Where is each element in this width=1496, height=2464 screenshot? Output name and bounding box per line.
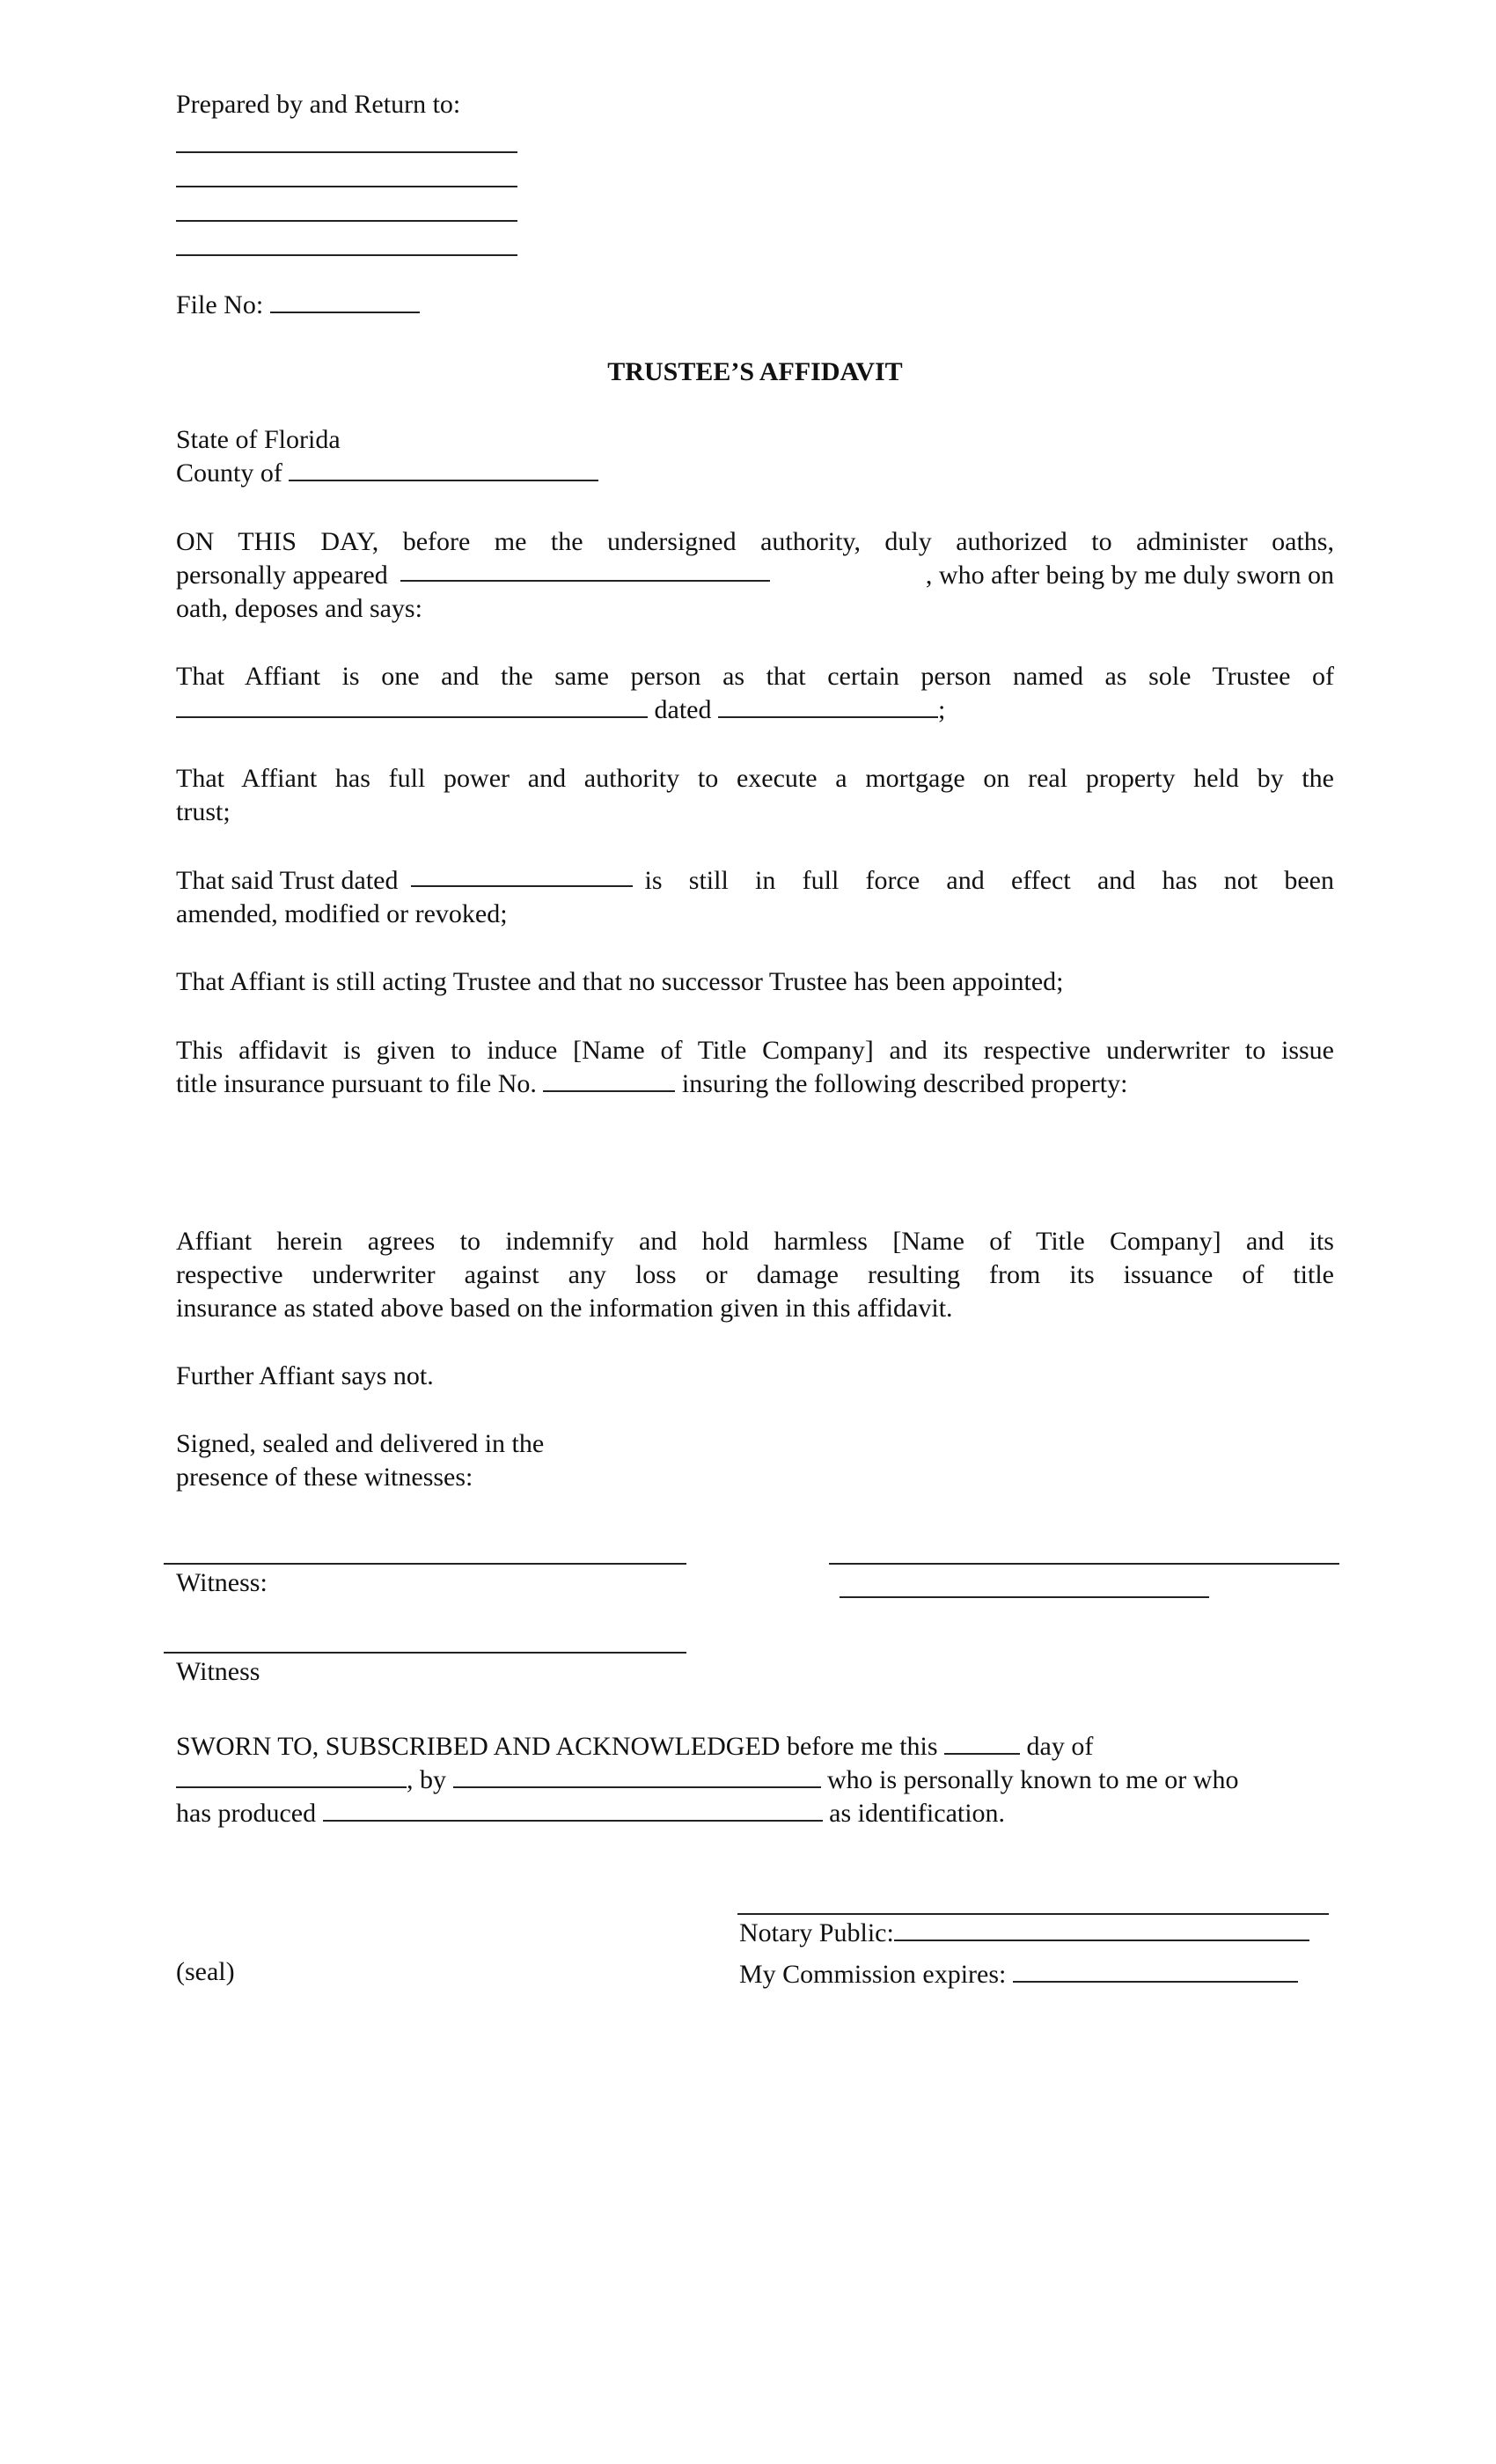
trust-name-blank[interactable] xyxy=(176,695,648,718)
county-blank[interactable] xyxy=(289,458,598,481)
file-no-row xyxy=(176,289,420,322)
notary-public-label: Notary Public: xyxy=(739,1918,894,1947)
return-address-line-1[interactable] xyxy=(176,151,517,153)
para-1-line-3: oath, deposes and says: xyxy=(176,594,422,623)
para-7-line-2: respective underwriter against any loss or damage resulting from its issuance of title xyxy=(176,1260,1334,1289)
para-1-line-2 xyxy=(176,559,1334,592)
witness-intro-line-2: presence of these witnesses: xyxy=(176,1463,473,1492)
witness-2-signature-line[interactable] xyxy=(164,1652,686,1654)
jurat-line-3 xyxy=(176,1797,1005,1830)
para-4-line-2: amended, modified or revoked; xyxy=(176,899,508,928)
para-5: That Affiant is still acting Trustee and that no successor Trustee has been appointed; xyxy=(176,967,1064,996)
trust-dated-label: That said Trust dated xyxy=(176,866,399,895)
affiant-signature-line[interactable] xyxy=(829,1563,1339,1565)
title-file-no-blank[interactable] xyxy=(543,1069,675,1092)
dated-label: dated xyxy=(654,695,712,724)
file-no-label: File No: xyxy=(176,290,264,319)
identification-blank[interactable] xyxy=(323,1799,823,1822)
para-6-line-1: This affidavit is given to induce [Name of Title Company] and its respective underwriter to issue xyxy=(176,1036,1334,1065)
return-address-line-3[interactable] xyxy=(176,220,517,222)
trust-dated-blank[interactable] xyxy=(411,864,633,887)
insuring-text: insuring the following described property: xyxy=(681,1069,1128,1098)
personally-appeared-label: personally appeared xyxy=(176,561,388,590)
return-address-line-4[interactable] xyxy=(176,254,517,256)
para-7-line-3: insurance as stated above based on the information given in this affidavit. xyxy=(176,1294,953,1323)
jurat-month-year-blank[interactable] xyxy=(176,1765,407,1788)
commission-expires-label: My Commission expires: xyxy=(739,1960,1007,1989)
trust-date-blank[interactable] xyxy=(718,695,938,718)
affiant-name-blank[interactable] xyxy=(400,559,770,582)
document-title: TRUSTEE’S AFFIDAVIT xyxy=(607,357,903,386)
jurat-day-blank[interactable] xyxy=(944,1732,1020,1755)
sworn-text: , who after being by me duly sworn on xyxy=(925,561,1334,590)
sworn-subscribed-text: SWORN TO, SUBSCRIBED AND ACKNOWLEDGED before me this xyxy=(176,1732,938,1761)
witness-1-signature-line[interactable] xyxy=(164,1563,686,1565)
by-text: , by xyxy=(407,1765,446,1794)
file-no-text: title insurance pursuant to file No. xyxy=(176,1069,537,1098)
as-identification-text: as identification. xyxy=(829,1799,1006,1828)
witness-2-label: Witness xyxy=(176,1657,260,1686)
jurat-line-2 xyxy=(176,1764,1238,1797)
commission-row xyxy=(739,1958,1298,1991)
county-label: County of xyxy=(176,458,282,488)
has-produced-text: has produced xyxy=(176,1799,317,1828)
county-row xyxy=(176,457,598,490)
witness-1-label: Witness: xyxy=(176,1568,268,1597)
para-6-line-2 xyxy=(176,1067,1127,1101)
witness-intro-line-1: Signed, sealed and delivered in the xyxy=(176,1429,545,1458)
notary-signature-line[interactable] xyxy=(737,1913,1329,1915)
para-4-line-1 xyxy=(176,864,1334,898)
para-3-line-2: trust; xyxy=(176,797,231,826)
full-force-text: is still in full force and effect and has not been xyxy=(644,866,1334,895)
para-3-line-1: That Affiant has full power and authority to execute a mortgage on real property held by the xyxy=(176,764,1334,793)
prepared-by-label: Prepared by and Return to: xyxy=(176,90,461,119)
state-label: State of Florida xyxy=(176,425,341,454)
para-2-line-1: That Affiant is one and the same person as that certain person named as sole Trustee of xyxy=(176,662,1334,691)
jurat-line-1 xyxy=(176,1730,1093,1764)
commission-expires-blank[interactable] xyxy=(1013,1960,1298,1983)
personally-known-text: who is personally known to me or who xyxy=(827,1765,1239,1794)
semicolon: ; xyxy=(937,695,946,724)
para-2-line-2 xyxy=(176,693,945,727)
jurat-by-name-blank[interactable] xyxy=(453,1765,821,1788)
affiant-printed-name-line[interactable] xyxy=(840,1596,1209,1598)
para-8: Further Affiant says not. xyxy=(176,1361,434,1390)
para-7-line-1: Affiant herein agrees to indemnify and hold harmless [Name of Title Company] and its xyxy=(176,1227,1334,1256)
file-no-blank[interactable] xyxy=(270,290,420,313)
notary-public-row xyxy=(739,1917,1309,1950)
day-of-text: day of xyxy=(1026,1732,1094,1761)
return-address-line-2[interactable] xyxy=(176,186,517,187)
para-1-line-1: ON THIS DAY, before me the undersigned authority, duly authorized to administer oaths, xyxy=(176,527,1334,556)
seal-label: (seal) xyxy=(176,1957,235,1986)
notary-public-blank[interactable] xyxy=(894,1918,1309,1941)
